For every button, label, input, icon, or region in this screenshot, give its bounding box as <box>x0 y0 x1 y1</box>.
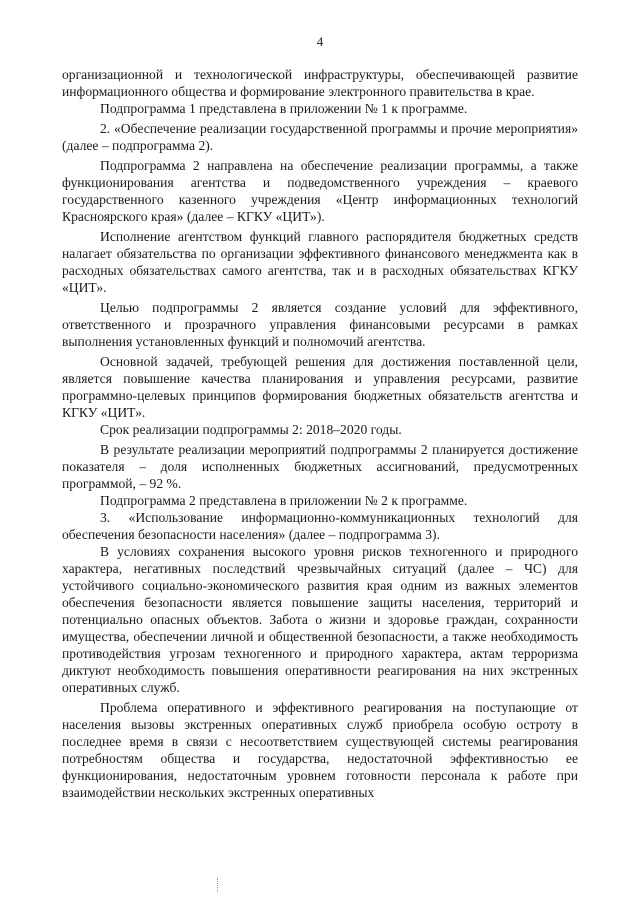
paragraph-subprogram-heading: 3. «Использование информационно-коммуникационных технологий для обеспечения безопасности населения» (далее – подпрограмма 3). <box>62 510 578 542</box>
paragraph: Подпрограмма 2 направлена на обеспечение реализации программы, а также функционирования агентства и подведомственного учреждения – краевого государственного казенного учреждения «Центр информационных технологий Красноярского края» (далее – КГКУ «ЦИТ»). <box>62 158 578 224</box>
paragraph: Подпрограмма 2 представлена в приложении № 2 к программе. <box>100 493 468 508</box>
paragraph: Проблема оперативного и эффективного реагирования на поступающие от населения вызовы экстренных оперативных служб приобрела особую остроту в последнее время в связи с несоответствием существующей системы реагирования потребностям общества и государства, недостаточной эффективностью ее функционирования, недостаточным уровнем готовности персонала к работе при взаимодействии нескольких экстренных оперативных <box>62 700 578 800</box>
paragraph: Исполнение агентством функций главного распорядителя бюджетных средств налагает обязательства по организации эффективного финансового менеджмента как в расходных обязательствах самого агентства, так и в расходных обязательствах КГКУ «ЦИТ». <box>62 229 578 295</box>
paragraph: В условиях сохранения высокого уровня рисков техногенного и природного характера, негативных последствий чрезвычайных ситуаций (далее – ЧС) для устойчивого социально-экономического развития края одним из важных элементов обеспечения безопасности является повышение защиты населения, территорий и потенциально опасных объектов. Забота о жизни и здоровье граждан, сохранности имущества, обеспечении личной и общественной безопасности, а также необходимость противодействия угрозам техногенного и природного характера, актам терроризма диктуют необходимость повышения оперативности реагирования на них экстренных оперативных служб. <box>62 544 578 695</box>
paragraph: Подпрограмма 1 представлена в приложении № 1 к программе. <box>100 101 468 116</box>
paragraph-subprogram-heading: 2. «Обеспечение реализации государственной программы и прочие мероприятия» (далее – подпрограмма 2). <box>62 121 578 153</box>
paragraph: Целью подпрограммы 2 является создание условий для эффективного, ответственного и прозрачного управления финансовыми ресурсами в рамках выполнения установленных функций и полномочий агентства. <box>62 300 578 349</box>
paragraph: В результате реализации мероприятий подпрограммы 2 планируется достижение показателя – доля исполненных бюджетных ассигнований, предусмотренных программой, – 92 %. <box>62 442 578 491</box>
paragraph: Срок реализации подпрограммы 2: 2018–2020 годы. <box>100 422 402 437</box>
page-number: 4 <box>316 34 324 49</box>
paragraph: Основной задачей, требующей решения для достижения поставленной цели, является повышение качества планирования и управления ресурсами, развитие программно-целевых принципов формирования бюджетных обязательств агентства и КГКУ «ЦИТ». <box>62 354 578 420</box>
paragraph-continuation: организационной и технологической инфраструктуры, обеспечивающей развитие информационного общества и формирование электронного правительства в крае. <box>62 67 578 99</box>
document-body <box>62 66 578 801</box>
scan-artifact <box>217 878 221 892</box>
